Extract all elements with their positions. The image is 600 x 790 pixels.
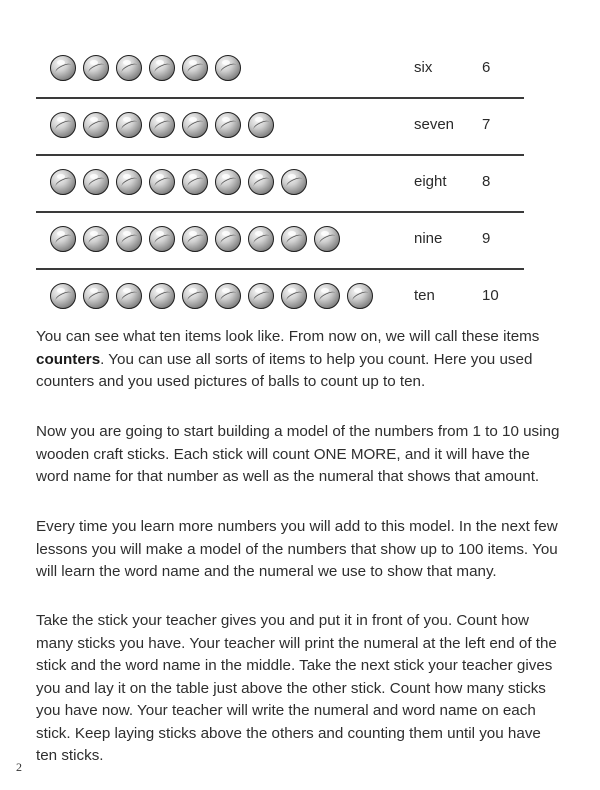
- ball-icon: [248, 283, 274, 309]
- ball-icon: [281, 283, 307, 309]
- number-numeral: 7: [482, 116, 491, 133]
- ball-icon: [83, 169, 109, 195]
- paragraph-model: Every time you learn more numbers you will add to this model. In the next few lessons you will make a model of the numbers that show up to 100 items. You will learn the word name and the numeral we use to show that many.: [36, 518, 558, 580]
- ball-icon: [347, 283, 373, 309]
- ball-icon: [248, 226, 274, 252]
- ball-icon: [83, 283, 109, 309]
- ball-icon: [50, 226, 76, 252]
- ball-group: [50, 169, 307, 195]
- ball-icon: [149, 226, 175, 252]
- number-word: eight: [414, 173, 447, 190]
- ball-icon: [50, 112, 76, 138]
- number-word: six: [414, 59, 433, 76]
- number-word: ten: [414, 287, 435, 304]
- ball-icon: [83, 112, 109, 138]
- ball-icon: [215, 226, 241, 252]
- count-row-six: [36, 49, 524, 99]
- ball-icon: [116, 283, 142, 309]
- count-row-nine: [36, 220, 524, 270]
- page-number: 2: [16, 760, 22, 774]
- count-row-eight: [36, 163, 524, 213]
- bold-term-counters: counters: [36, 350, 101, 368]
- paragraph-instructions: Take the stick your teacher gives you and put it in front of you. Count how many sticks you have. Your teacher will print the numeral at the left end of the stick and the word name in the middle. Take the next stick your teacher gives you and lay it on the table just above the other stick. Count how many sticks you have now. Your teacher will write the numeral and word name on each stick. Keep laying sticks above the others and counting them until you have ten sticks.: [36, 612, 557, 764]
- ball-icon: [116, 226, 142, 252]
- ball-icon: [182, 112, 208, 138]
- number-numeral: 10: [482, 287, 499, 304]
- ball-group: [50, 55, 241, 81]
- divider-line: [36, 154, 524, 156]
- ball-group: [50, 112, 274, 138]
- ball-icon: [215, 55, 241, 81]
- ball-icon: [116, 169, 142, 195]
- ball-icon: [215, 169, 241, 195]
- number-numeral: 8: [482, 173, 491, 190]
- ball-icon: [149, 283, 175, 309]
- ball-icon: [248, 169, 274, 195]
- ball-icon: [182, 283, 208, 309]
- ball-icon: [50, 283, 76, 309]
- number-numeral: 9: [482, 230, 491, 247]
- ball-icon: [149, 55, 175, 81]
- ball-group: [50, 283, 373, 309]
- ball-icon: [281, 169, 307, 195]
- count-row-ten: [36, 277, 524, 327]
- ball-icon: [149, 169, 175, 195]
- ball-icon: [149, 112, 175, 138]
- ball-icon: [314, 226, 340, 252]
- ball-icon: [83, 55, 109, 81]
- ball-icon: [215, 283, 241, 309]
- ball-icon: [281, 226, 307, 252]
- ball-icon: [248, 112, 274, 138]
- ball-icon: [182, 226, 208, 252]
- ball-icon: [50, 169, 76, 195]
- ball-icon: [182, 169, 208, 195]
- ball-group: [50, 226, 340, 252]
- number-numeral: 6: [482, 59, 491, 76]
- divider-line: [36, 268, 524, 270]
- ball-icon: [314, 283, 340, 309]
- ball-icon: [116, 55, 142, 81]
- ball-icon: [116, 112, 142, 138]
- paragraph-text: You can see what ten items look like. From now on, we will call these items: [36, 328, 540, 345]
- divider-line: [36, 211, 524, 213]
- count-row-seven: [36, 106, 524, 156]
- ball-icon: [83, 226, 109, 252]
- ball-icon: [182, 55, 208, 81]
- ball-icon: [215, 112, 241, 138]
- divider-line: [36, 97, 524, 99]
- paragraph-counters: [36, 326, 564, 394]
- ball-icon: [50, 55, 76, 81]
- number-word: seven: [414, 116, 455, 133]
- paragraph-craft-sticks: Now you are going to start building a model of the numbers from 1 to 10 using wooden craft sticks. Each stick will count ONE MORE, and it will have the word name for that number as well as the numeral that shows that amount.: [36, 423, 560, 485]
- number-word: nine: [414, 230, 443, 247]
- paragraph-text: . You can use all sorts of items to help you count. Here you used counters and you used pictures of balls to count up to ten.: [36, 350, 533, 390]
